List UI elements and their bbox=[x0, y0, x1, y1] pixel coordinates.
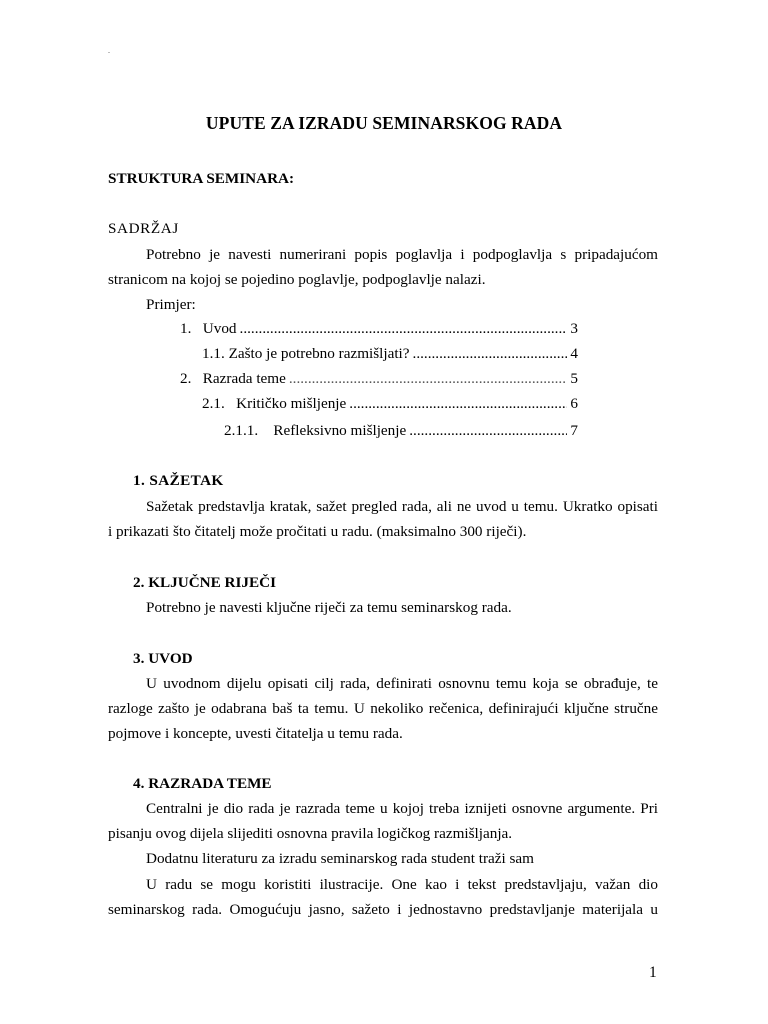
kljucne-line-1: Potrebno je navesti ključne riječi za temu seminarskog rada. bbox=[146, 599, 512, 616]
toc-entry bbox=[224, 421, 578, 441]
toc-entry bbox=[180, 319, 578, 339]
toc-entry-page: 6 bbox=[570, 395, 578, 412]
structure-heading: STRUKTURA SEMINARA: bbox=[108, 170, 295, 187]
toc-entry-page: 3 bbox=[570, 320, 578, 337]
toc-leader bbox=[413, 344, 568, 364]
toc-entry-label: 1. Uvod bbox=[180, 320, 237, 337]
section-heading-uvod: 3. UVOD bbox=[133, 650, 193, 667]
section-heading-razrada: 4. RAZRADA TEME bbox=[133, 775, 272, 792]
razrada-line-2: pisanju ovog dijela slijediti osnovna pravila logičkog razmišljanja. bbox=[108, 825, 513, 842]
sazetak-line-2: i prikazati što čitatelj može pročitati u radu. (maksimalno 300 riječi). bbox=[108, 523, 527, 540]
toc-entry-page: 4 bbox=[570, 345, 578, 362]
page-number: 1 bbox=[649, 964, 657, 981]
uvod-line-1: U uvodnom dijelu opisati cilj rada, definirati osnovnu temu koja se obrađuje, te bbox=[146, 675, 658, 692]
toc-entry-label: 1.1. Zašto je potrebno razmišljati? bbox=[202, 345, 410, 362]
razrada-line-3: Dodatnu literaturu za izradu seminarskog rada student traži sam bbox=[146, 850, 534, 867]
toc-entry-label: 2.1. Kritičko mišljenje bbox=[202, 395, 347, 412]
sadrzaj-heading: SADRŽAJ bbox=[108, 220, 179, 237]
sadrzaj-line-1: Potrebno je navesti numerirani popis poglavlja i podpoglavlja s pripadajućom bbox=[146, 246, 658, 263]
uvod-line-3: pojmove i koncepte, uvesti čitatelja u temu rada. bbox=[108, 725, 403, 742]
section-heading-sazetak: 1. SAŽETAK bbox=[133, 472, 224, 489]
page-title: UPUTE ZA IZRADU SEMINARSKOG RADA bbox=[205, 113, 563, 133]
section-heading-kljucne: 2. KLJUČNE RIJEČI bbox=[133, 574, 277, 591]
toc-entry bbox=[202, 394, 578, 414]
razrada-line-1: Centralni je dio rada je razrada teme u kojoj treba iznijeti osnovne argumente. Pri bbox=[146, 800, 658, 817]
toc-leader bbox=[240, 319, 568, 339]
razrada-line-5: seminarskog rada. Omogućuju jasno, sažeto i jednostavno predstavljanje materijala u bbox=[108, 901, 658, 918]
razrada-line-4: U radu se mogu koristiti ilustracije. One kao i tekst predstavljaju, važan dio bbox=[146, 876, 658, 893]
stray-dot: . bbox=[108, 46, 110, 55]
toc-entry-label: 2.1.1. Refleksivno mišljenje bbox=[224, 422, 407, 439]
sazetak-line-1: Sažetak predstavlja kratak, sažet pregled rada, ali ne uvod u temu. Ukratko opisati bbox=[146, 498, 658, 515]
toc-entry-page: 5 bbox=[570, 370, 578, 387]
toc-leader bbox=[349, 394, 567, 414]
toc-leader bbox=[409, 421, 567, 441]
toc-entry-page: 7 bbox=[570, 422, 578, 439]
uvod-line-2: razloge zašto je odabrana baš ta temu. U nekoliko rečenica, definirajući ključne stručne bbox=[108, 700, 658, 717]
sadrzaj-line-2: stranicom na kojoj se pojedino poglavlje, podpoglavlje nalazi. bbox=[108, 271, 486, 288]
toc-entry-label: 2. Razrada teme bbox=[180, 370, 286, 387]
toc-entry bbox=[180, 369, 578, 389]
example-label: Primjer: bbox=[146, 296, 196, 313]
toc-entry bbox=[202, 344, 578, 364]
toc-leader bbox=[289, 369, 568, 389]
